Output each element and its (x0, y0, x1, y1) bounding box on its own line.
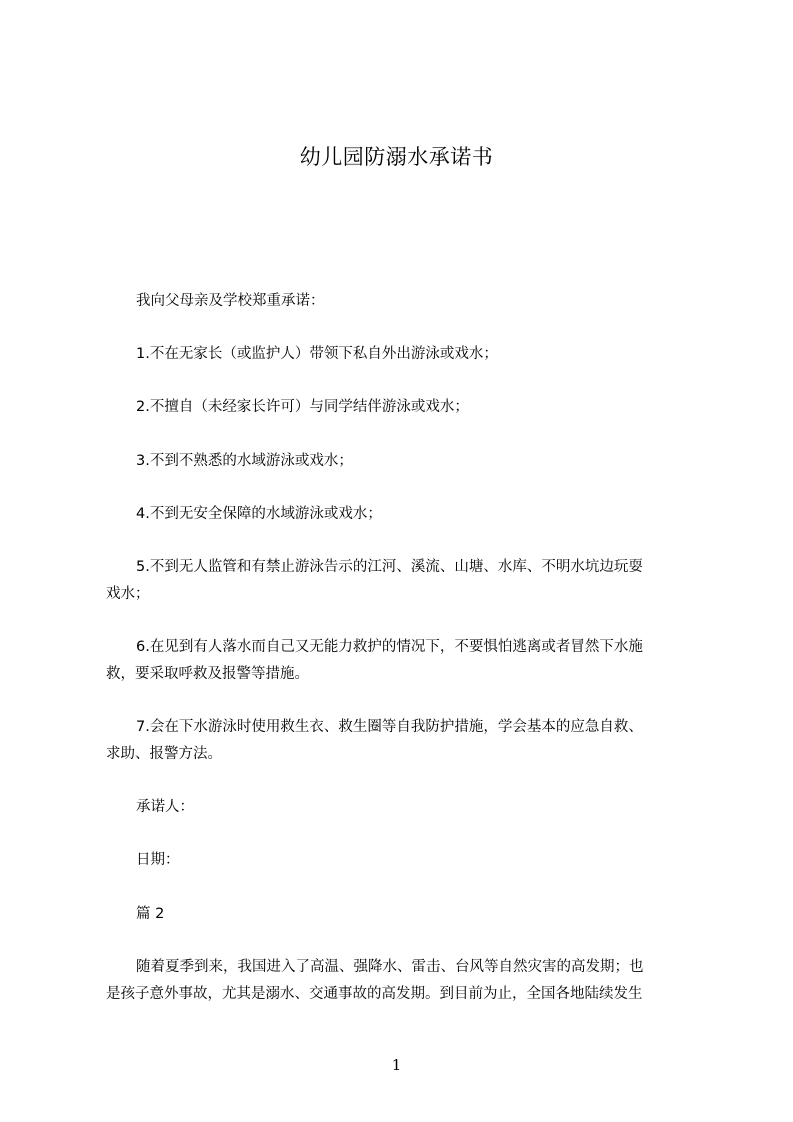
promise-item-line: 救，要采取呼救及报警等措施。 (106, 666, 309, 682)
promise-item-line: 2.不擅自（未经家长许可）与同学结伴游泳或戏水； (136, 399, 469, 415)
section-2-heading (106, 901, 701, 928)
promise-item-line: 求助、报警方法。 (106, 746, 222, 762)
intro-text: 我向父母亲及学校郑重承诺： (136, 293, 325, 309)
promise-item-line: 戏水； (106, 586, 150, 602)
date-label: 日期： (136, 852, 180, 868)
date-line (106, 847, 701, 874)
intro-paragraph (106, 288, 701, 315)
document-title: 幼儿园防溺水承诺书 (299, 145, 494, 169)
promiser-label: 承诺人： (136, 799, 194, 815)
paragraph-line: 是孩子意外事故，尤其是溺水、交通事故的高发期。到目前为止，全国各地陆续发生 (106, 986, 643, 1002)
promise-item-line: 6.在见到有人落水而自己又无能力救护的情况下，不要惧怕逃离或者冒然下水施 (136, 639, 643, 655)
promise-item-line: 3.不到不熟悉的水域游泳或戏水； (136, 453, 353, 469)
promise-item-7 (106, 714, 701, 768)
promise-item-5 (106, 554, 701, 608)
page-number: 1 (391, 1056, 402, 1074)
promise-item-3 (106, 448, 701, 475)
promiser-line (106, 794, 701, 821)
promise-item-line: 1.不在无家长（或监护人）带领下私自外出游泳或戏水； (136, 346, 498, 362)
promise-item-4 (106, 501, 701, 528)
section-heading-text: 篇 2 (136, 906, 165, 922)
promise-item-6 (106, 634, 701, 688)
promise-item-1 (106, 341, 701, 368)
promise-item-line: 4.不到无安全保障的水域游泳或戏水； (136, 506, 382, 522)
promise-item-line: 5.不到无人监管和有禁止游泳告示的江河、溪流、山塘、水库、不明水坑边玩耍 (136, 559, 643, 575)
section-2-paragraph (106, 954, 701, 1008)
paragraph-line: 随着夏季到来，我国进入了高温、强降水、雷击、台风等自然灾害的高发期；也 (136, 959, 644, 975)
promise-item-2 (106, 394, 701, 421)
promise-item-line: 7.会在下水游泳时使用救生衣、救生圈等自我防护措施，学会基本的应急自救、 (136, 719, 643, 735)
